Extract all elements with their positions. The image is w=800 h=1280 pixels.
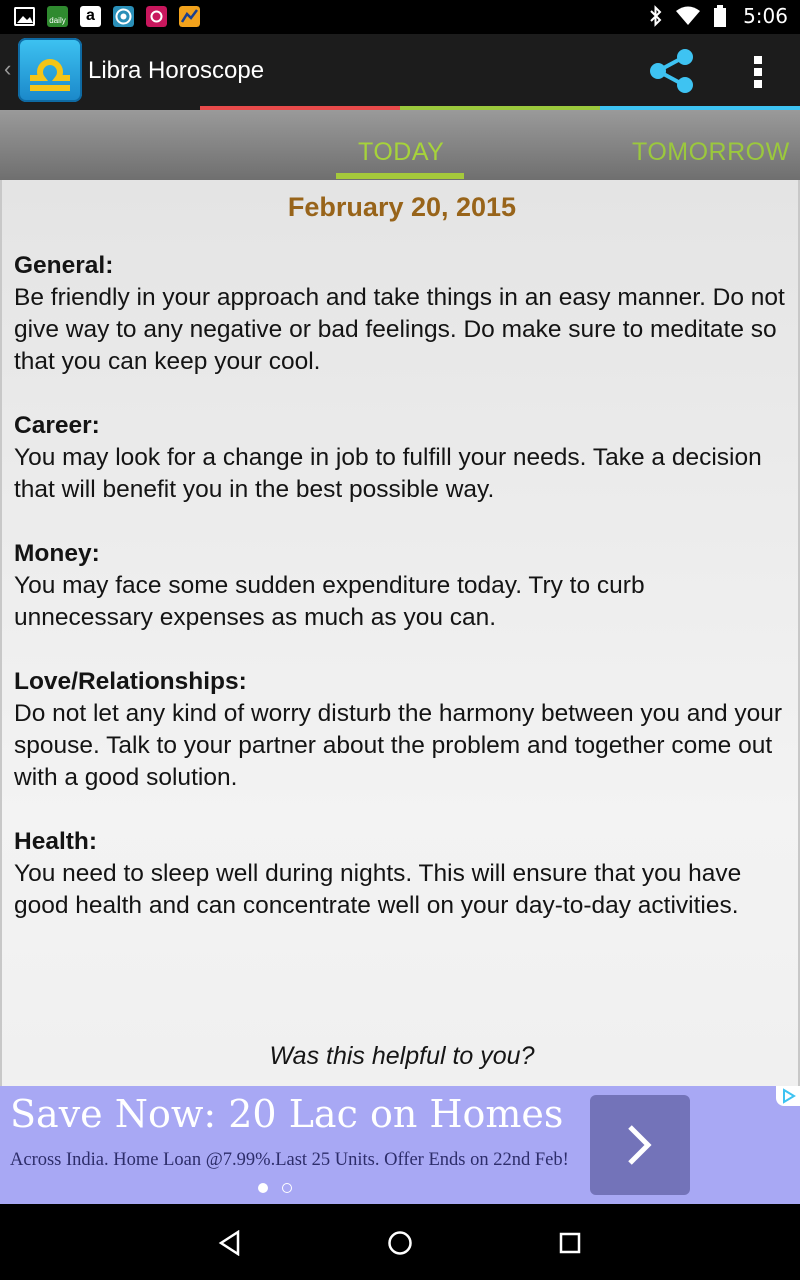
section-title: General:: [14, 252, 114, 279]
ad-cta-button[interactable]: [590, 1095, 690, 1195]
tab-indicator: [336, 173, 464, 179]
section-text: You need to sleep well during nights. This will ensure that you have good health and can concentrate well on your day-to-day activities.: [14, 860, 742, 919]
ad-banner[interactable]: [0, 1086, 800, 1204]
app-title: Libra Horoscope: [88, 57, 265, 84]
status-time: 5:06: [743, 4, 788, 28]
tab-today[interactable]: TODAY: [358, 138, 445, 166]
horoscope-date: February 20, 2015: [287, 192, 517, 222]
section-text: You may look for a change in job to fulfill your needs. Take a decision that will benefit you in the best possible way.: [14, 444, 762, 503]
nav-bar: [0, 1204, 800, 1280]
recents-icon[interactable]: [559, 1232, 581, 1254]
libra-app-icon[interactable]: [18, 38, 82, 102]
arrow-right-icon: [620, 1123, 660, 1167]
section-text: Do not let any kind of worry disturb the harmony between you and your spouse. Talk to your partner about the problem and together come out with a good solution.: [14, 700, 783, 791]
gallery-icon: [14, 6, 35, 27]
section-general: [14, 250, 790, 378]
ad-title[interactable]: Save Now: 20 Lac on Homes: [10, 1092, 564, 1136]
adchoices-icon[interactable]: [776, 1086, 800, 1106]
home-icon[interactable]: [387, 1230, 413, 1256]
section-title: Career:: [14, 412, 100, 439]
up-chevron-icon[interactable]: ‹: [4, 56, 12, 81]
horoscope-body: [14, 250, 790, 954]
amazon-icon: a: [80, 6, 101, 27]
back-icon[interactable]: [218, 1230, 242, 1256]
section-love: [14, 666, 790, 794]
pager-dot[interactable]: [282, 1183, 292, 1193]
share-icon[interactable]: [648, 48, 696, 94]
section-title: Love/Relationships:: [14, 668, 247, 695]
ad-pager: [258, 1183, 292, 1193]
bluetooth-icon: [649, 5, 663, 27]
overflow-menu-icon[interactable]: [744, 54, 772, 90]
helpful-prompt: Was this helpful to you?: [269, 1042, 535, 1070]
tab-bar: [0, 110, 800, 180]
action-bar: [0, 34, 800, 106]
section-money: [14, 538, 790, 634]
section-title: Health:: [14, 828, 98, 855]
ad-subtitle[interactable]: Across India. Home Loan @7.99%.Last 25 Units. Offer Ends on 22nd Feb!: [10, 1150, 569, 1170]
status-bar: [0, 0, 800, 34]
daily-icon: daily: [47, 6, 68, 27]
tab-tomorrow[interactable]: TOMORROW: [632, 138, 790, 166]
section-health: [14, 826, 790, 922]
section-career: [14, 410, 790, 506]
pink-app-icon: [146, 6, 167, 27]
section-text: You may face some sudden expenditure today. Try to curb unnecessary expenses as much as you can.: [14, 572, 645, 631]
chart-app-icon: [179, 6, 200, 27]
battery-icon: [713, 5, 727, 27]
wifi-icon: [675, 5, 701, 27]
horoscope-content[interactable]: [0, 180, 800, 1086]
section-text: Be friendly in your approach and take things in an easy manner. Do not give way to any negative or bad feelings. Do make sure to meditate so that you can keep your cool.: [14, 284, 785, 375]
pager-dot[interactable]: [258, 1183, 268, 1193]
circle-app-icon: [113, 6, 134, 27]
section-title: Money:: [14, 540, 100, 567]
